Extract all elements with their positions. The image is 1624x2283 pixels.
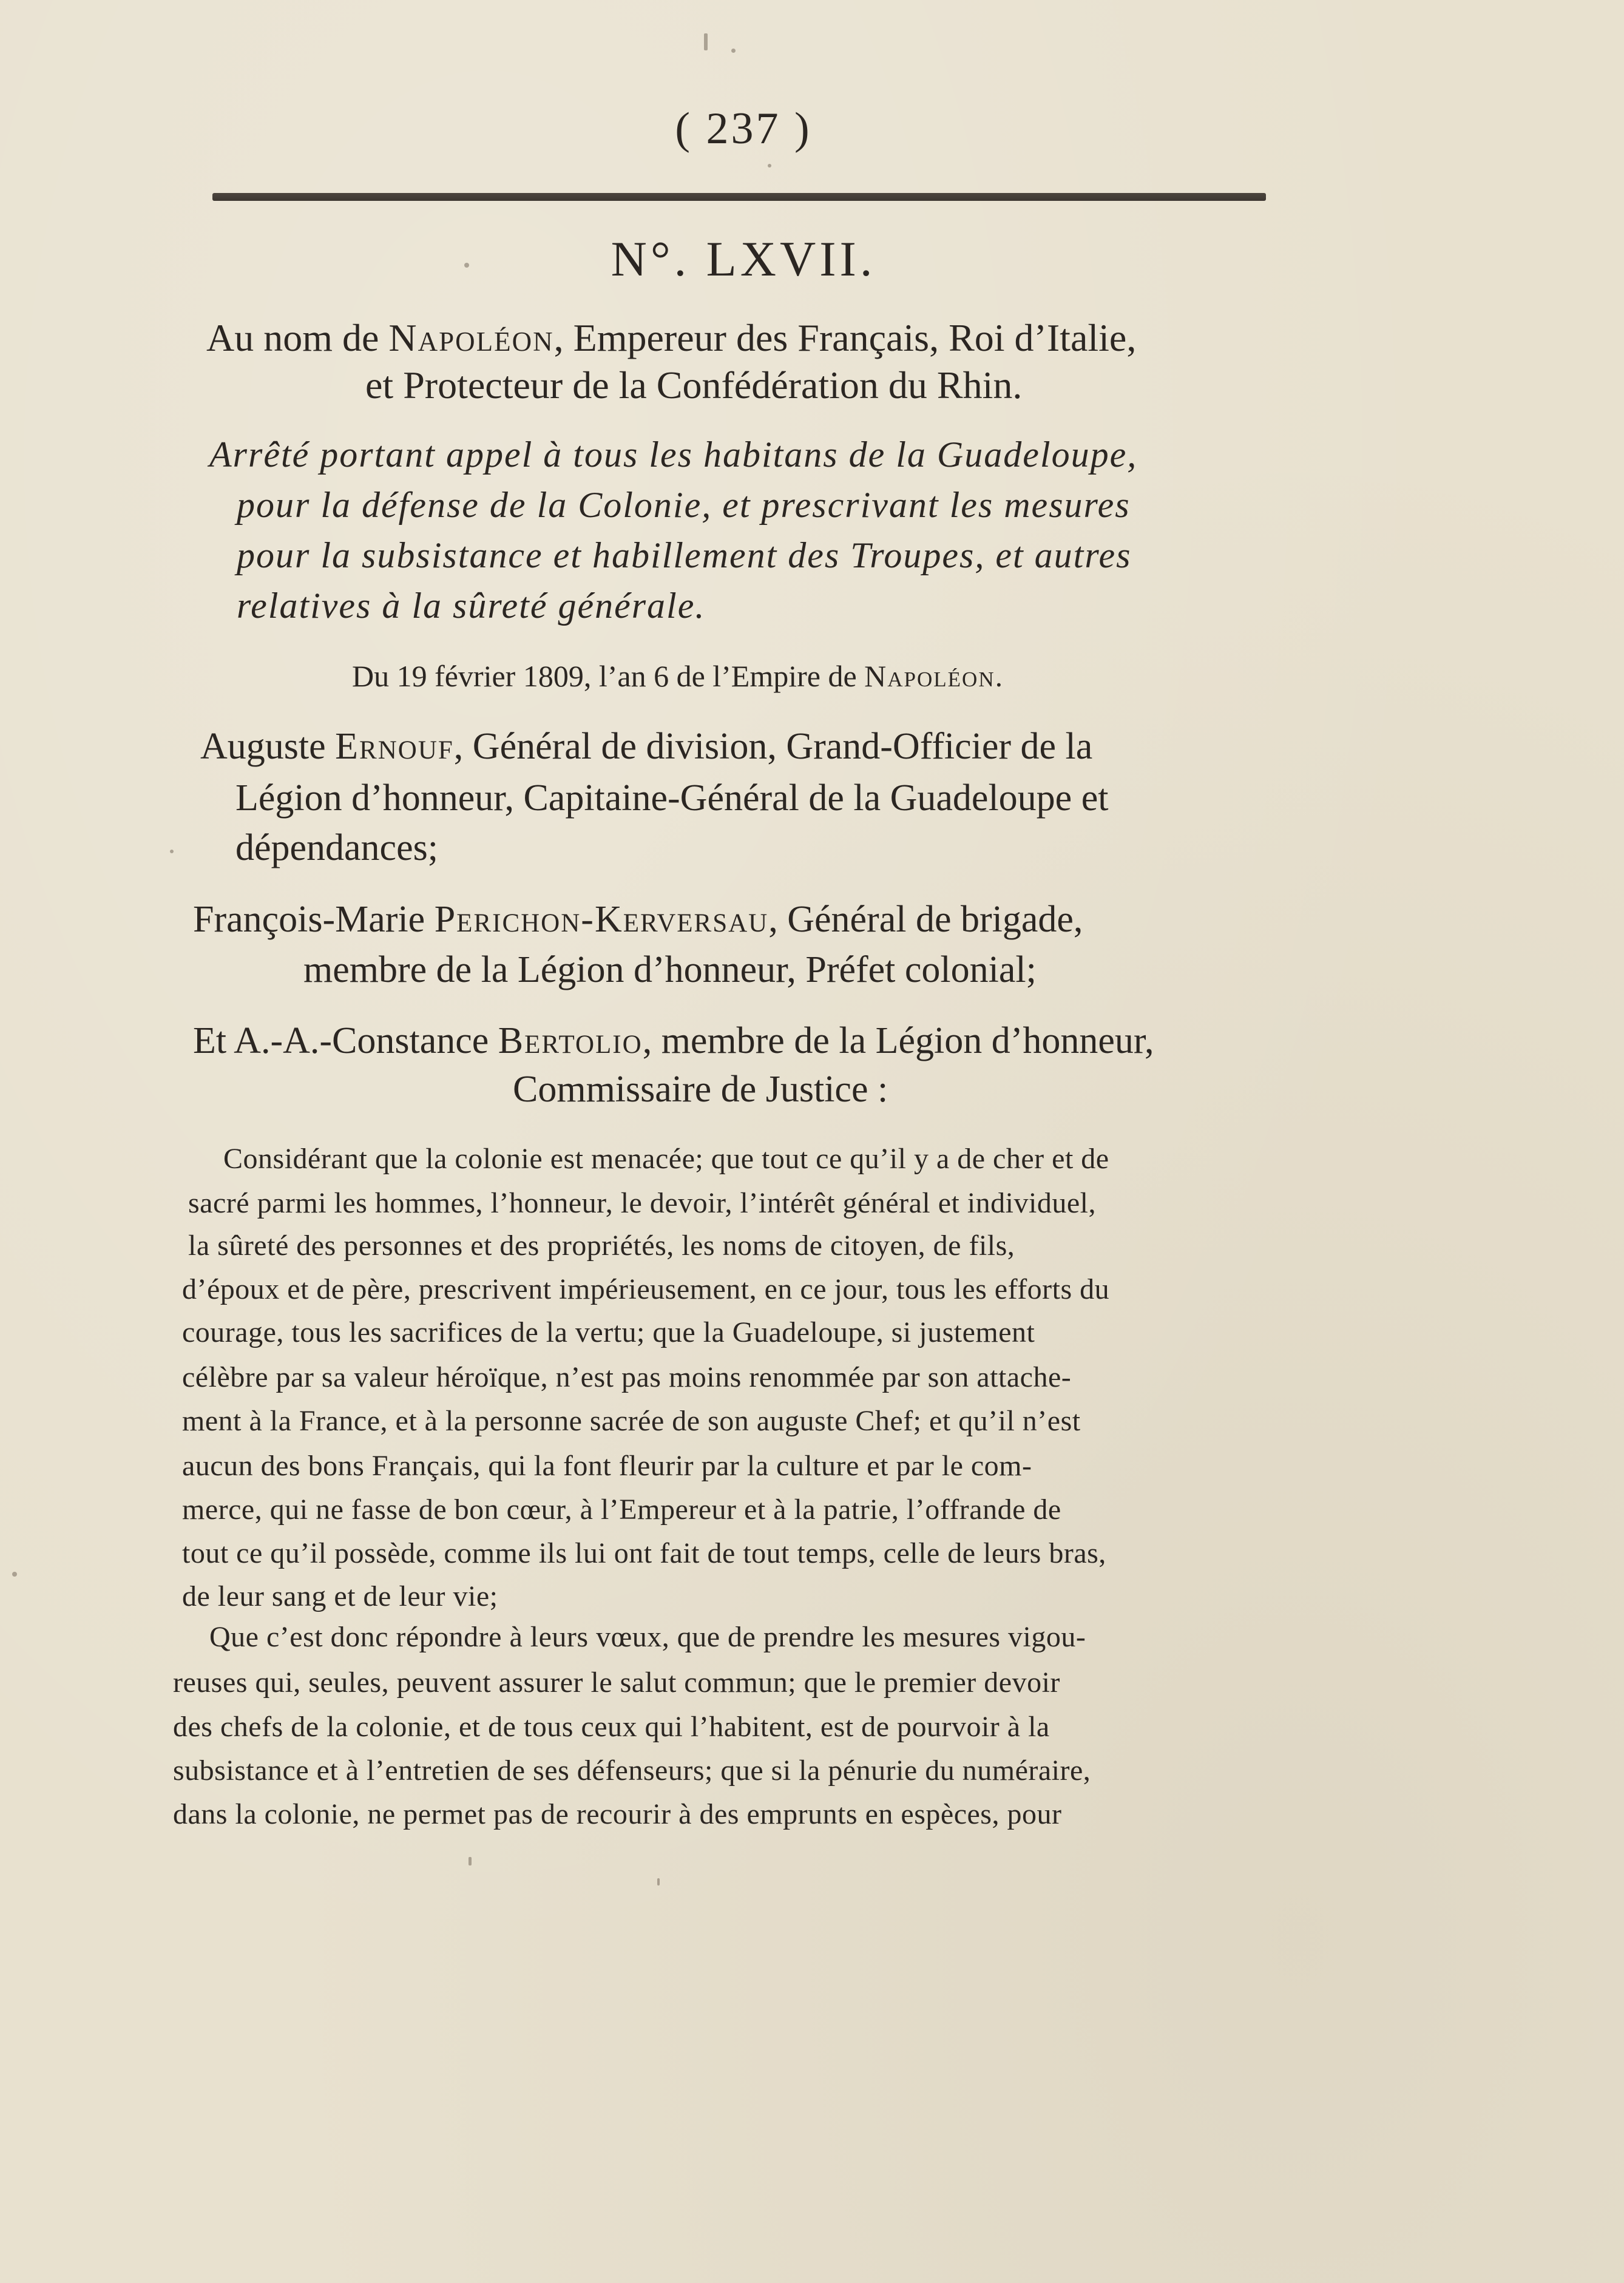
bertolio-pre: Et A.-A.-Constance [193, 1020, 498, 1061]
paper-speck [12, 1572, 17, 1577]
body-line-5: courage, tous les sacrifices de la vertu; que la Guadeloupe, si justement [182, 1316, 1035, 1348]
perichon-post: , Général de brigade, [768, 899, 1083, 940]
paper-speck [768, 164, 771, 167]
paper-speck [657, 1878, 660, 1886]
preamble-post: , Empereur des Français, Roi d’Italie, [553, 316, 1137, 359]
decree-title-line-2: pour la défense de la Colonie, et prescrivant les mesures [237, 485, 1131, 525]
decree-title-line-3: pour la subsistance et habillement des Troupes, et autres [237, 535, 1132, 575]
paper-speck [731, 49, 736, 53]
paper-speck [170, 850, 174, 853]
ernouf-pre: Auguste [200, 726, 336, 767]
preamble-pre: Au nom de [206, 316, 389, 359]
signatory-bertolio-line-1 [193, 1020, 1154, 1063]
preamble-line-1 [206, 316, 1136, 360]
perichon-pre: François-Marie [193, 899, 435, 940]
ernouf-post: , Général de division, Grand-Officier de la [453, 726, 1093, 767]
date-pre: Du 19 février 1809, l’an 6 de l’Empire de [352, 659, 865, 693]
body-line-11: de leur sang et de leur vie; [182, 1580, 498, 1612]
body-line-7: ment à la France, et à la personne sacrée de son auguste Chef; et qu’il n’est [182, 1405, 1081, 1437]
page-number: ( 237 ) [675, 104, 812, 154]
paper-speck [469, 1857, 472, 1865]
date-post: . [995, 659, 1003, 693]
signatory-perichon-line-1 [193, 898, 1083, 941]
body-line-12: Que c’est donc répondre à leurs vœux, que de prendre les mesures vigou- [209, 1621, 1086, 1653]
body-line-1: Considérant que la colonie est menacée; que tout ce qu’il y a de cher et de [223, 1143, 1109, 1175]
signatory-ernouf-line-1 [200, 725, 1092, 768]
signatory-bertolio-line-2: Commissaire de Justice : [513, 1069, 888, 1110]
bertolio-post: , membre de la Légion d’honneur, [642, 1020, 1154, 1061]
body-line-15: subsistance et à l’entretien de ses défenseurs; que si la pénurie du numéraire, [173, 1754, 1091, 1787]
body-line-3: la sûreté des personnes et des propriétés, les noms de citoyen, de fils, [188, 1229, 1015, 1262]
body-line-2: sacré parmi les hommes, l’honneur, le devoir, l’intérêt général et individuel, [188, 1187, 1096, 1219]
preamble-line-2: et Protecteur de la Confédération du Rhin. [365, 364, 1023, 407]
emperor-name: Napoléon [388, 316, 554, 359]
bertolio-name: Bertolio [498, 1020, 643, 1061]
body-line-4: d’époux et de père, prescrivent impérieusement, en ce jour, tous les efforts du [182, 1273, 1110, 1305]
body-line-10: tout ce qu’il possède, comme ils lui ont fait de tout temps, celle de leurs bras, [182, 1537, 1106, 1569]
signatory-perichon-line-2: membre de la Légion d’honneur, Préfet colonial; [303, 949, 1037, 990]
perichon-name: Perichon-Kerversau [434, 899, 769, 940]
document-number: N°. LXVII. [611, 231, 876, 286]
date-emperor-name: Napoléon [864, 659, 995, 693]
decree-title-line-4: relatives à la sûreté générale. [237, 586, 706, 626]
header-rule [212, 193, 1266, 201]
body-line-14: des chefs de la colonie, et de tous ceux qui l’habitent, est de pourvoir à la [173, 1711, 1050, 1743]
signatory-ernouf-line-3: dépendances; [235, 827, 438, 868]
body-line-13: reuses qui, seules, peuvent assurer le salut commun; que le premier devoir [173, 1666, 1060, 1699]
paper-speck [704, 33, 708, 50]
decree-date [352, 658, 1003, 694]
decree-title-line-1: Arrêté portant appel à tous les habitans de la Guadeloupe, [209, 435, 1138, 475]
body-line-8: aucun des bons Français, qui la font fleurir par la culture et par le com- [182, 1450, 1032, 1482]
body-line-6: célèbre par sa valeur héroïque, n’est pas moins renommée par son attache- [182, 1361, 1072, 1393]
ernouf-name: Ernouf [335, 726, 454, 767]
body-line-9: merce, qui ne fasse de bon cœur, à l’Empereur et à la patrie, l’offrande de [182, 1493, 1061, 1526]
body-line-16: dans la colonie, ne permet pas de recourir à des emprunts en espèces, pour [173, 1798, 1062, 1830]
signatory-ernouf-line-2: Légion d’honneur, Capitaine-Général de la Guadeloupe et [235, 777, 1109, 819]
